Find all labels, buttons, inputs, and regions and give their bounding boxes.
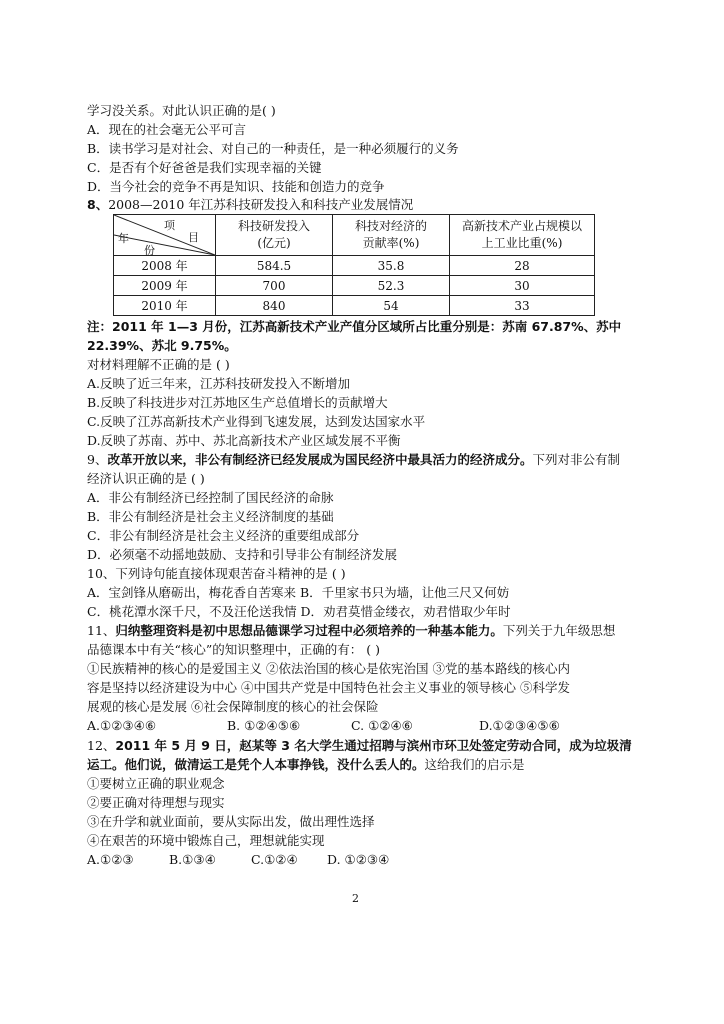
- value-cell: 30: [450, 276, 595, 296]
- q8-option-a: A.反映了近三年来，江苏科技研发投入不断增加: [87, 376, 351, 391]
- q11-statements-line-3: 展观的核心是发展 ⑥社会保障制度的核心的社会保险: [87, 699, 379, 714]
- value-cell: 28: [450, 256, 595, 276]
- q8-note-line-1: 注：2011 年 1—3 月份，江苏高新技术产业产值分区域所占比重分别是：苏南 67.87%、苏中: [87, 319, 622, 334]
- q12-item-1: ①要树立正确的职业观念: [87, 776, 225, 791]
- q10-options-ab: A．宝剑锋从磨砺出，梅花香自苦寒来 B．千里家书只为墙，让他三尺又何妨: [87, 585, 510, 600]
- q8-data-table: [113, 214, 595, 316]
- q7-option-b: B．读书学习是对社会、对自己的一种责任，是一种必须履行的义务: [87, 141, 459, 156]
- q12-stem-bold-1: 2011 年 5 月 9 日，赵某等 3 名大学生通过招聘与滨州市环卫处签定劳动合同，成为垃圾清: [115, 738, 632, 753]
- header-hightech-share: 高新技术产业占规模以 上工业比重(%): [450, 215, 595, 256]
- q11-options-row: [87, 717, 560, 735]
- q7-option-a: A．现在的社会毫无公平可言: [87, 122, 247, 137]
- q10-options-cd: C．桃花潭水深千尺，不及汪伦送我情 D．劝君莫惜金缕衣，劝君惜取少年时: [87, 604, 511, 619]
- corner-label-year-a: 年: [118, 232, 129, 245]
- q12-item-4: ④在艰苦的环境中锻炼自己，理想就能实现: [87, 833, 325, 848]
- q12-option-c: C.①②④: [251, 852, 298, 867]
- q11-option-d: D.①②③④⑤⑥: [479, 718, 560, 733]
- value-cell: 584.5: [216, 256, 333, 276]
- header-contribution-rate: 科技对经济的 贡献率(%): [333, 215, 450, 256]
- q11-stem-line-2: 品德课本中有关“核心”的知识整理中，正确的有： ( ): [87, 642, 380, 657]
- q8-note-line-2: 22.39%、苏北 9.75%。: [87, 338, 237, 353]
- q11-option-a: A.①②③④⑥: [87, 718, 157, 733]
- header-rd-investment: 科技研发投入 (亿元): [216, 215, 333, 256]
- q12-option-d: D. ①②③④: [327, 852, 390, 867]
- q11-stem-tail: 下列关于九年级思想: [502, 623, 616, 638]
- table-corner-cell: [114, 215, 216, 256]
- q7-stem-continuation: 学习没关系。对此认识正确的是( ): [87, 103, 276, 118]
- corner-label-item-a: 项: [164, 219, 175, 232]
- q12-stem-bold-2: 运工。他们说，做清运工是凭个人本事挣钱，没什么丢人的。: [87, 757, 425, 772]
- q7-option-d: D．当今社会的竞争不再是知识、技能和创造力的竞争: [87, 179, 385, 194]
- q12-options-row: [87, 851, 389, 869]
- q12-item-3: ③在升学和就业面前，要从实际出发，做出理性选择: [87, 814, 375, 829]
- q8-option-c: C.反映了江苏高新技术产业得到飞速发展，达到发达国家水平: [87, 414, 426, 429]
- q12-stem-tail: 这给我们的启示是: [424, 757, 525, 772]
- q12-option-a: A.①②③: [87, 852, 134, 867]
- q8-title: 2008—2010 年江苏科技研发投入和科技产业发展情况: [108, 197, 414, 212]
- q11-stem-bold: 归纳整理资料是初中思想品德课学习过程中必须培养的一种基本能力。: [115, 623, 503, 638]
- q11-statements-line-2: 容是坚持以经济建设为中心 ④中国共产党是中国特色社会主义事业的领导核心 ⑤科学发: [87, 680, 570, 695]
- q8-prompt: 对材料理解不正确的是 ( ): [87, 357, 230, 372]
- value-cell: 52.3: [333, 276, 450, 296]
- value-cell: 840: [216, 296, 333, 316]
- q9-option-b: B．非公有制经济是社会主义经济制度的基础: [87, 509, 334, 524]
- q9-number: 9、: [87, 452, 108, 467]
- table-row: [114, 256, 595, 276]
- q11-option-c: C. ①②④⑥: [351, 718, 413, 733]
- q9-option-a: A．非公有制经济已经控制了国民经济的命脉: [87, 490, 334, 505]
- year-cell: 2009 年: [114, 276, 216, 296]
- q9-option-c: C．非公有制经济是社会主义经济的重要组成部分: [87, 528, 360, 543]
- value-cell: 33: [450, 296, 595, 316]
- page-number: 2: [352, 892, 359, 905]
- q11-option-b: B. ①②④⑤⑥: [227, 718, 301, 733]
- q8-number: 8、: [87, 197, 109, 212]
- q11-number: 11、: [87, 623, 116, 638]
- q8-title-line: [87, 196, 413, 214]
- corner-label-year-b: 份: [144, 244, 155, 257]
- table-header-row: [114, 215, 595, 256]
- q8-option-d: D.反映了苏南、苏中、苏北高新技术产业区域发展不平衡: [87, 433, 401, 448]
- q9-stem-line-2: 经济认识正确的是 ( ): [87, 471, 205, 486]
- q12-stem-line-1: [87, 737, 632, 755]
- q9-option-d: D．必须毫不动摇地鼓励、支持和引导非公有制经济发展: [87, 547, 398, 562]
- value-cell: 700: [216, 276, 333, 296]
- table-row: [114, 276, 595, 296]
- corner-label-item-b: 目: [188, 231, 199, 244]
- table-row: [114, 296, 595, 316]
- q11-stem-line-1: [87, 622, 615, 640]
- q9-stem-line-1: [87, 451, 620, 469]
- value-cell: 35.8: [333, 256, 450, 276]
- q8-option-b: B.反映了科技进步对江苏地区生产总值增长的贡献增大: [87, 395, 388, 410]
- q9-stem-tail: 下列对非公有制: [532, 452, 620, 467]
- q12-option-b: B.①③④: [169, 852, 216, 867]
- q12-number: 12、: [87, 738, 116, 753]
- q11-statements-line-1: ①民族精神的核心的是爱国主义 ②依法治国的核心是依宪治国 ③党的基本路线的核心内: [87, 661, 570, 676]
- q10-stem: 10、下列诗句能直接体现艰苦奋斗精神的是 ( ): [87, 566, 346, 581]
- year-cell: 2008 年: [114, 256, 216, 276]
- q9-stem-bold: 改革开放以来，非公有制经济已经发展成为国民经济中最具活力的经济成分。: [107, 452, 533, 467]
- value-cell: 54: [333, 296, 450, 316]
- q12-item-2: ②要正确对待理想与现实: [87, 795, 225, 810]
- q12-stem-line-2: [87, 756, 525, 774]
- q7-option-c: C．是否有个好爸爸是我们实现幸福的关键: [87, 160, 322, 175]
- year-cell: 2010 年: [114, 296, 216, 316]
